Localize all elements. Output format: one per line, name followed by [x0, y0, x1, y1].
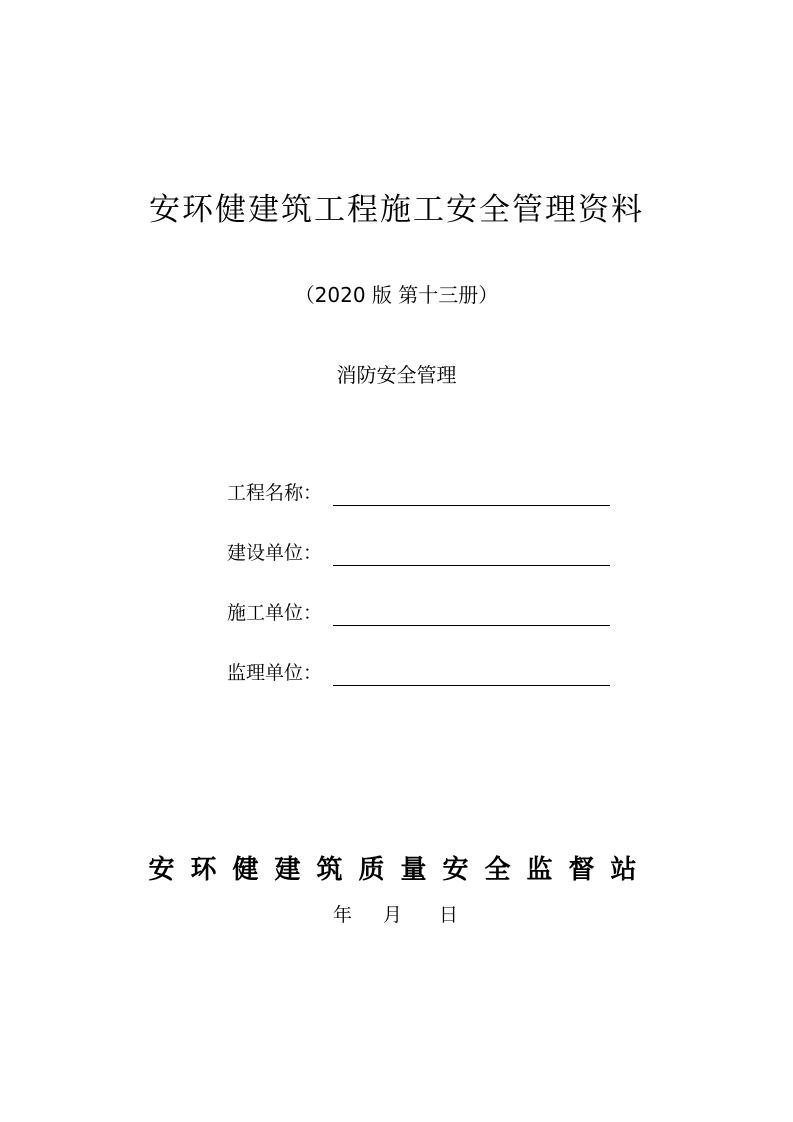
project-name-row [227, 478, 627, 538]
supervisor-row [227, 658, 627, 718]
volume-subject: 消防安全管理 [336, 363, 457, 387]
date-month-label: 月 [383, 904, 403, 926]
project-name-label: 工程名称： [227, 482, 323, 504]
contractor-blank [333, 625, 610, 626]
issuing-authority: 安环健建筑质量安全监督站 [148, 855, 653, 885]
supervisor-label: 监理单位： [227, 662, 323, 684]
contractor-row [227, 598, 627, 658]
construction-owner-label: 建设单位： [227, 542, 323, 564]
supervisor-blank [333, 685, 610, 686]
project-name-blank [333, 505, 610, 506]
project-info-fields [227, 478, 627, 718]
date-year-label: 年 [333, 904, 353, 926]
document-title: 安环健建筑工程施工安全管理资料 [149, 192, 644, 228]
edition-label: （2020 版 第十三册） [294, 283, 499, 307]
contractor-label: 施工单位： [227, 602, 323, 624]
construction-owner-row [227, 538, 627, 598]
construction-owner-blank [333, 565, 610, 566]
date-day-label: 日 [439, 904, 459, 926]
issue-date [333, 900, 473, 930]
